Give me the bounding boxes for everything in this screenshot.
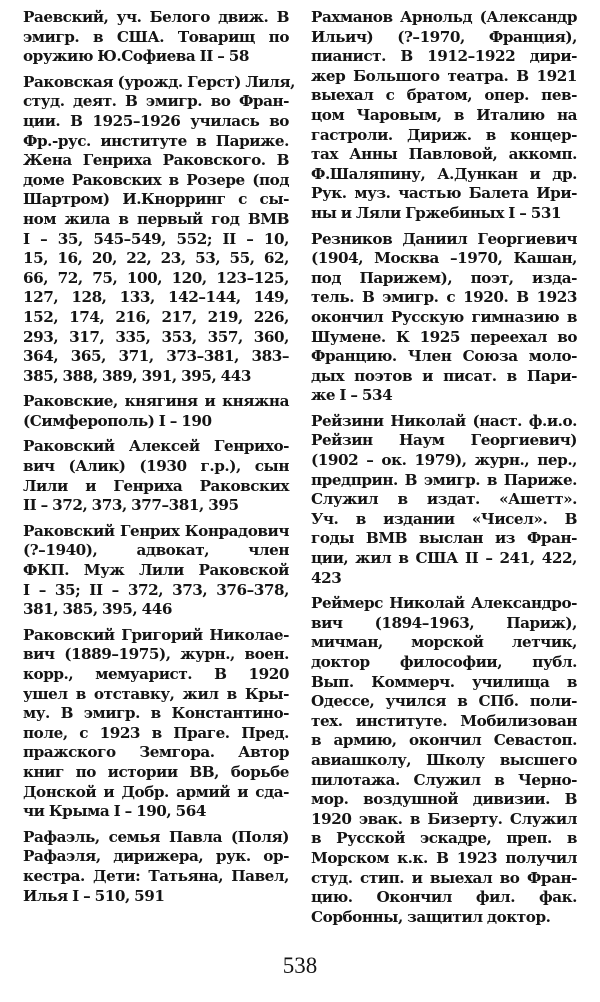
index-entry-reizini — [311, 412, 577, 588]
entry-line: I – 35, 545–549, 552; II – 10, — [23, 229, 289, 248]
entry-line: 15, 16, 20, 22, 23, 53, 55, 62, — [23, 249, 289, 268]
entry-line: мичман, морской летчик, — [311, 633, 577, 652]
right-column — [311, 8, 577, 933]
entry-line: Служил в издат. «Ашетт». — [311, 490, 577, 509]
entry-line: вич (Алик) (1930 г.р.), сын — [23, 457, 289, 476]
entry-line: ции, жил в США II – 241, 422, — [311, 549, 577, 568]
index-entry-rakhmanov — [311, 8, 577, 224]
index-entry-rakovskaya-lilya — [23, 72, 295, 387]
index-entry-rakovskie — [23, 392, 289, 431]
entry-line: Морском к.к. В 1923 получил — [311, 848, 577, 867]
entry-line: Раковские, княгиня и княжна — [23, 392, 289, 411]
entry-line: Лили и Генриха Раковских — [23, 476, 289, 495]
entry-line: ны и Ляли Гржебиных I – 531 — [311, 203, 562, 222]
entry-line: доме Раковских в Розере (под — [23, 170, 289, 189]
index-entry-raevsky — [23, 8, 289, 67]
entry-line: вич (1889–1975), журн., воен. — [23, 645, 289, 664]
entry-line: пилотажа. Служил в Черно- — [311, 770, 577, 789]
entry-line: Уч. в издании «Чисел». В — [311, 509, 577, 528]
entry-line: (Симферополь) I – 190 — [23, 411, 212, 430]
entry-line: поле, с 1923 в Праге. Пред. — [23, 723, 289, 742]
entry-line: тель. В эмигр. с 1920. В 1923 — [311, 288, 577, 307]
entry-line: мор. воздушной дивизии. В — [311, 790, 577, 809]
entry-line: Рафаэля, дирижера, рук. ор- — [23, 847, 289, 866]
entry-line: Шумене. К 1925 переехал во — [311, 327, 577, 346]
index-entry-rafael — [23, 828, 289, 906]
entry-line: жер Большого театра. В 1921 — [311, 66, 577, 85]
entry-line: корр., мемуарист. В 1920 — [23, 665, 289, 683]
index-entry-reimers — [311, 594, 577, 927]
entry-line: Рахманов Арнольд (Александр — [311, 8, 577, 26]
entry-line: Рафаэль, семья Павла (Поля) — [23, 827, 289, 846]
entry-line: оружию Ю.Софиева II – 58 — [23, 47, 250, 66]
page-number: 538 — [282, 953, 318, 978]
entry-line: му. В эмигр. в Константино- — [23, 704, 289, 723]
entry-line: студ. стип. и выехал во Фран- — [311, 868, 577, 887]
entry-line: 293, 317, 335, 353, 357, 360, — [23, 327, 289, 346]
entry-line: Раевский, уч. Белого движ. В — [23, 8, 289, 26]
entry-line: же I – 534 — [311, 386, 393, 405]
entry-line: Шартром) И.Кнорринг с сы- — [23, 190, 289, 209]
entry-line: 364, 365, 371, 373–381, 383– — [23, 347, 289, 366]
entry-line: книг по истории ВВ, борьбе — [23, 762, 289, 781]
entry-line: в Русской эскадре, преп. в — [311, 829, 577, 848]
entry-line: пражского Земгора. Автор — [23, 743, 289, 762]
index-entry-reznikov — [311, 230, 577, 406]
entry-line: цию. Окончил фил. фак. — [311, 888, 577, 907]
entry-line: Ильич) (?–1970, Франция), — [311, 27, 577, 46]
entry-line: Донской и Добр. армий и сда- — [23, 782, 289, 801]
entry-line: Вып. Коммерч. училища в — [311, 672, 577, 691]
entry-line: 66, 72, 75, 100, 120, 123–125, — [23, 268, 289, 287]
entry-line: Одессе, учился в СПб. поли- — [311, 692, 577, 711]
entry-line: Ф.Шаляпину, А.Дункан и др. — [311, 164, 577, 183]
entry-line: (1902 – ок. 1979), журн., пер., — [311, 451, 577, 470]
entry-line: (1904, Москва –1970, Кашан, — [311, 249, 577, 268]
entry-line: чи Крыма I – 190, 564 — [23, 802, 206, 821]
entry-line: 423 — [311, 568, 342, 587]
entry-line: эмигр. в США. Товарищ по — [23, 27, 289, 46]
entry-line: ушел в отставку, жил в Кры- — [23, 684, 289, 703]
entry-line: 127, 128, 133, 142–144, 149, — [23, 288, 289, 307]
index-entry-rakovsky-genrikh — [23, 522, 289, 620]
entry-line: кестра. Дети: Татьяна, Павел, — [23, 866, 289, 885]
entry-line: 385, 388, 389, 391, 395, 443 — [23, 366, 251, 385]
entry-line: I – 35; II – 372, 373, 376–378, — [23, 580, 289, 599]
entry-line: студ. деят. В эмигр. во Фран- — [23, 92, 289, 111]
entry-line: Рейзин Наум Георгиевич) — [311, 431, 577, 450]
index-entry-rakovsky-aleksey — [23, 437, 289, 515]
entry-line: пианист. В 1912–1922 дири- — [311, 47, 577, 66]
entry-line: 381, 385, 395, 446 — [23, 600, 172, 619]
entry-line: тах Анны Павловой, аккомп. — [311, 145, 577, 164]
entry-line: Реймерс Николай Александро- — [311, 594, 577, 613]
entry-line: доктор философии, публ. — [311, 653, 577, 671]
entry-line: ФКП. Муж Лили Раковской — [23, 561, 289, 580]
entry-line: ции. В 1925–1926 училась во — [23, 111, 289, 130]
entry-line: Фр.-рус. институте в Париже. — [23, 131, 289, 150]
entry-line: гастроли. Дириж. в концер- — [311, 125, 577, 144]
entry-line: годы ВМВ выслан из Фран- — [311, 529, 577, 548]
entry-line: Рук. муз. частью Балета Ири- — [311, 184, 577, 203]
entry-line: Раковский Григорий Николае- — [23, 625, 289, 644]
entry-line: ном жила в первый год ВМВ — [23, 209, 289, 228]
entry-line: цом Чаровым, в Италию на — [311, 105, 577, 124]
entry-line: окончил Русскую гимназию в — [311, 307, 577, 326]
entry-line: Раковский Генрих Конрадович — [23, 521, 289, 540]
entry-line: II – 372, 373, 377–381, 395 — [23, 496, 239, 515]
entry-line: Резников Даниил Георгиевич — [311, 229, 577, 248]
entry-line: (?–1940), адвокат, член — [23, 541, 289, 560]
left-column — [23, 8, 295, 912]
entry-line: вич (1894–1963, Париж), — [311, 613, 577, 632]
entry-line: дых поэтов и писат. в Пари- — [311, 366, 577, 385]
entry-line: авиашколу, Школу высшего — [311, 750, 577, 769]
entry-line: 1920 эвак. в Бизерту. Служил — [311, 809, 577, 828]
entry-line: Раковский Алексей Генрихо- — [23, 437, 289, 456]
entry-line: под Парижем), поэт, изда- — [311, 268, 577, 287]
entry-line: Сорбонны, защитил доктор. — [311, 907, 551, 926]
index-entry-rakovsky-grigory — [23, 626, 289, 822]
entry-line: тех. институте. Мобилизован — [311, 711, 577, 730]
entry-line: в армию, окончил Севастоп. — [311, 731, 577, 750]
entry-line: 152, 174, 216, 217, 219, 226, — [23, 307, 289, 326]
entry-line: Илья I – 510, 591 — [23, 886, 165, 905]
entry-line: предприн. В эмигр. в Париже. — [311, 470, 577, 489]
entry-line: Жена Генриха Раковского. В — [23, 151, 289, 170]
entry-line: Францию. Член Союза моло- — [311, 347, 577, 366]
entry-line: выехал с братом, опер. пев- — [311, 86, 577, 105]
entry-line: Рейзини Николай (наст. ф.и.о. — [311, 411, 577, 430]
entry-line: Раковская (урожд. Герст) Лиля, — [23, 72, 295, 91]
